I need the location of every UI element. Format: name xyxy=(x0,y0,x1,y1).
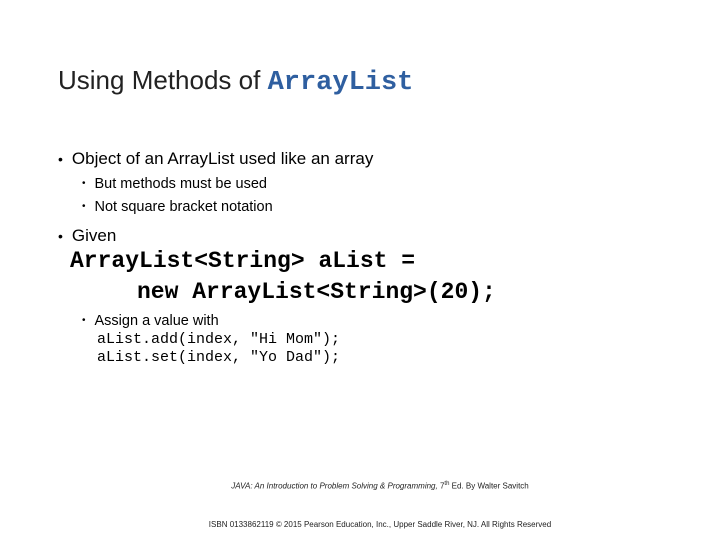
footer-edition-sup: th xyxy=(444,481,450,487)
footer-copyright: ISBN 0133862119 © 2015 Pearson Education, Inc., Upper Saddle River, NJ. All Rights Reserved xyxy=(208,520,552,529)
bullet-dot: • xyxy=(82,178,86,189)
sub-bullet-notation xyxy=(82,197,273,217)
bullet-dot: • xyxy=(82,201,86,212)
bullet-text: But methods must be used xyxy=(94,176,268,192)
bullet-text: Not square bracket notation xyxy=(94,199,273,215)
assign-code-line-2: aList.set(index, "Yo Dad"); xyxy=(97,349,341,366)
bullet-text: Object of an ArrayList used like an array xyxy=(71,149,374,168)
bullet-dot: • xyxy=(58,228,63,244)
bullet-dot: • xyxy=(58,151,63,167)
sub-bullet-assign xyxy=(82,311,219,331)
bullet-dot: • xyxy=(82,315,86,326)
bullet-object-usage xyxy=(58,147,373,171)
footer-edition-num: 7 xyxy=(439,481,445,491)
footer-author: Ed. By Walter Savitch xyxy=(451,481,529,491)
bullet-text: Assign a value with xyxy=(94,313,219,329)
bullet-text: Given xyxy=(71,226,117,245)
given-code-line-2: new ArrayList<String>(20); xyxy=(137,279,496,305)
given-code-line-1: ArrayList<String> aList = xyxy=(70,248,416,274)
sub-bullet-methods xyxy=(82,174,267,194)
title-text: Using Methods of xyxy=(58,65,268,95)
title-code: ArrayList xyxy=(267,68,414,98)
slide-title xyxy=(58,60,413,103)
bullet-given xyxy=(58,224,116,248)
assign-code-line-1: aList.add(index, "Hi Mom"); xyxy=(97,331,341,348)
footer-book-title: JAVA: An Introduction to Problem Solving & Programming, xyxy=(231,481,438,491)
footer-citation xyxy=(0,478,720,493)
